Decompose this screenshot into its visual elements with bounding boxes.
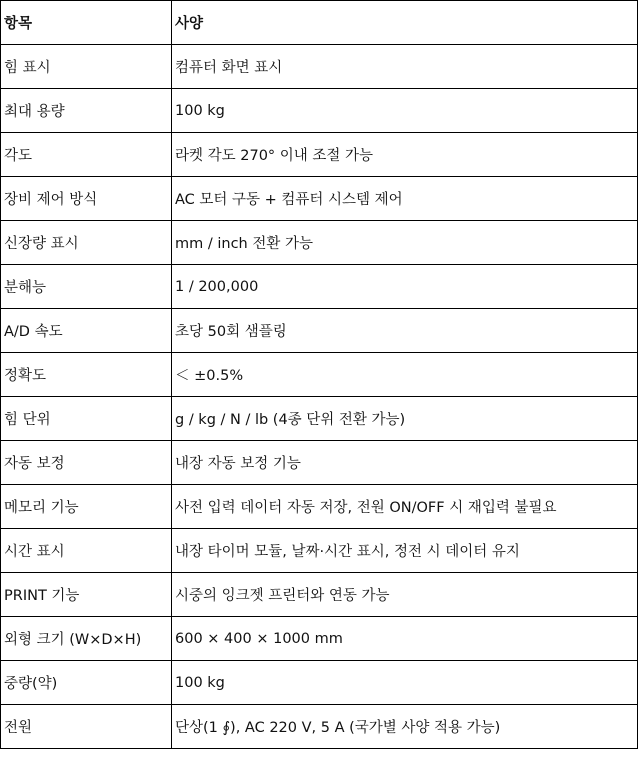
table-row — [1, 45, 638, 89]
row-item: 외형 크기 (W×D×H) — [1, 617, 172, 661]
table-row — [1, 529, 638, 573]
table-row — [1, 309, 638, 353]
row-item: PRINT 기능 — [1, 573, 172, 617]
row-item: 힘 단위 — [1, 397, 172, 441]
table-row — [1, 705, 638, 749]
row-item: 분해능 — [1, 265, 172, 309]
row-spec: 초당 50회 샘플링 — [172, 309, 638, 353]
row-item: 정확도 — [1, 353, 172, 397]
row-item: 메모리 기능 — [1, 485, 172, 529]
table-row — [1, 265, 638, 309]
row-spec: 내장 자동 보정 기능 — [172, 441, 638, 485]
header-item: 항목 — [1, 1, 172, 45]
row-item: 최대 용량 — [1, 89, 172, 133]
row-spec: AC 모터 구동 + 컴퓨터 시스템 제어 — [172, 177, 638, 221]
row-spec: 사전 입력 데이터 자동 저장, 전원 ON/OFF 시 재입력 불필요 — [172, 485, 638, 529]
row-spec: 라켓 각도 270° 이내 조절 가능 — [172, 133, 638, 177]
row-item: 힘 표시 — [1, 45, 172, 89]
table-row — [1, 661, 638, 705]
header-spec: 사양 — [172, 1, 638, 45]
row-item: 장비 제어 방식 — [1, 177, 172, 221]
table-row — [1, 397, 638, 441]
row-item: 각도 — [1, 133, 172, 177]
table-row — [1, 133, 638, 177]
table-row — [1, 617, 638, 661]
row-item: A/D 속도 — [1, 309, 172, 353]
row-spec: ＜ ±0.5% — [172, 353, 638, 397]
row-spec: 단상(1 ∮), AC 220 V, 5 A (국가별 사양 적용 가능) — [172, 705, 638, 749]
row-spec: g / kg / N / lb (4종 단위 전환 가능) — [172, 397, 638, 441]
table-row — [1, 353, 638, 397]
table-row — [1, 177, 638, 221]
row-item: 중량(약) — [1, 661, 172, 705]
row-spec: mm / inch 전환 가능 — [172, 221, 638, 265]
row-spec: 600 × 400 × 1000 mm — [172, 617, 638, 661]
row-item: 시간 표시 — [1, 529, 172, 573]
table-row — [1, 221, 638, 265]
table-row — [1, 89, 638, 133]
row-spec: 내장 타이머 모듈, 날짜·시간 표시, 정전 시 데이터 유지 — [172, 529, 638, 573]
row-item: 자동 보정 — [1, 441, 172, 485]
row-item: 전원 — [1, 705, 172, 749]
row-spec: 컴퓨터 화면 표시 — [172, 45, 638, 89]
table-row — [1, 485, 638, 529]
row-item: 신장량 표시 — [1, 221, 172, 265]
table-header-row — [1, 1, 638, 45]
row-spec: 1 / 200,000 — [172, 265, 638, 309]
row-spec: 100 kg — [172, 661, 638, 705]
table-row — [1, 441, 638, 485]
table-row — [1, 573, 638, 617]
row-spec: 100 kg — [172, 89, 638, 133]
row-spec: 시중의 잉크젯 프린터와 연동 가능 — [172, 573, 638, 617]
